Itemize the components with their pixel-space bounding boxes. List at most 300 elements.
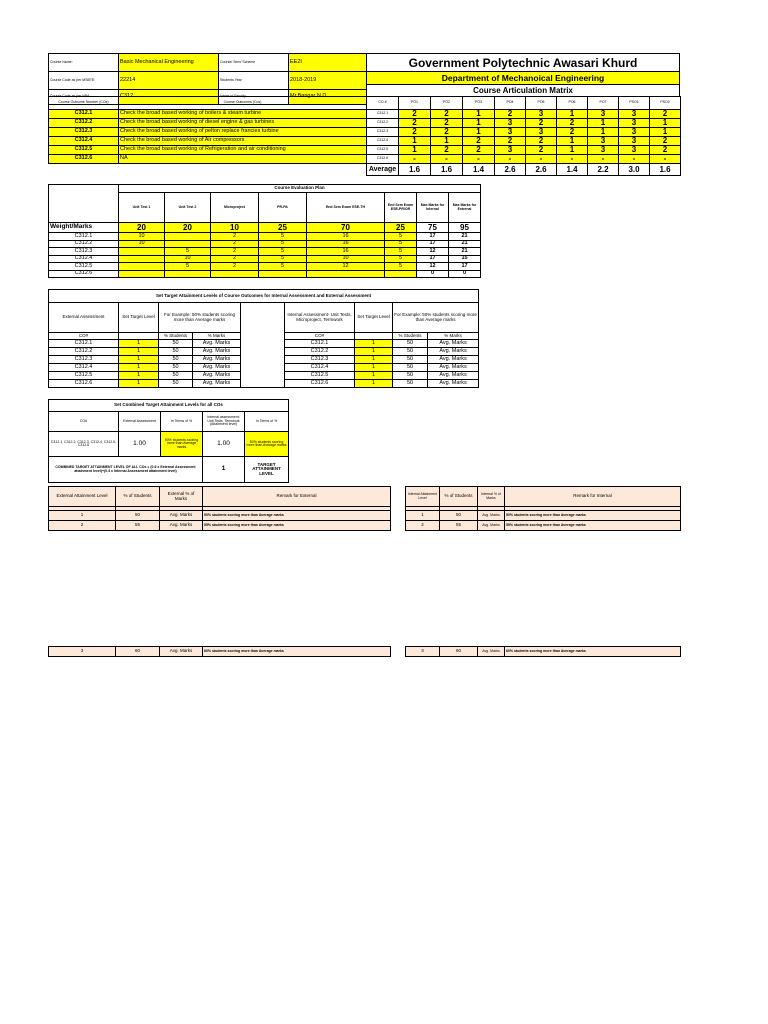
target-row bbox=[49, 348, 479, 356]
target-co: C312.4 bbox=[49, 364, 119, 372]
evaluation-value bbox=[119, 248, 165, 256]
level-value: 1 bbox=[406, 511, 440, 521]
evaluation-value: 5 bbox=[259, 248, 307, 256]
target-level: 1 bbox=[119, 348, 159, 356]
po-value: - bbox=[557, 155, 588, 164]
evaluation-value: 5 bbox=[259, 240, 307, 248]
target-spacer bbox=[241, 356, 285, 364]
weight-label: Weight/Marks bbox=[49, 223, 119, 233]
target-co: C312.3 bbox=[285, 356, 355, 364]
weight-value: 25 bbox=[259, 223, 307, 233]
po-value: 2 bbox=[399, 128, 431, 137]
level-value: 1 bbox=[49, 511, 116, 521]
combined-ext-text: 50% students scoring more than Average marks bbox=[161, 432, 203, 457]
ext-students-value: 60 bbox=[116, 647, 160, 657]
po-value: 1 bbox=[463, 119, 495, 128]
matrix-row bbox=[49, 137, 681, 146]
weight-value: 20 bbox=[119, 223, 165, 233]
evaluation-value: 5 bbox=[259, 233, 307, 241]
combined-ext-header: External Assessment bbox=[119, 412, 161, 432]
ext-students-header: % of Students bbox=[116, 487, 160, 507]
evaluation-value: 21 bbox=[449, 233, 481, 241]
marks-header: % Marks bbox=[193, 333, 241, 340]
evaluation-value: 17 bbox=[417, 240, 449, 248]
int-students-header: % of Students bbox=[440, 487, 478, 507]
co-header: CO# bbox=[285, 333, 355, 340]
target-students: 50 bbox=[393, 356, 428, 364]
target-level: 1 bbox=[355, 372, 393, 380]
po-value: 3 bbox=[619, 128, 650, 137]
target-co: C312.2 bbox=[49, 348, 119, 356]
combined-terms-header: In Terms of % bbox=[161, 412, 203, 432]
target-students: 50 bbox=[393, 340, 428, 348]
ext-level-header: External Attainment Level bbox=[49, 487, 116, 507]
po-value: 2 bbox=[463, 137, 495, 146]
level-row bbox=[49, 511, 391, 521]
po-value: 3 bbox=[526, 110, 557, 119]
evaluation-title: Course Evaluation Plan bbox=[119, 185, 481, 193]
evaluation-co: C312.1 bbox=[49, 233, 119, 241]
evaluation-value: 16 bbox=[307, 248, 385, 256]
int-students-value: 60 bbox=[440, 647, 478, 657]
co-number: C312.1 bbox=[49, 110, 119, 119]
po-value: 3 bbox=[588, 146, 619, 155]
target-levels bbox=[48, 289, 479, 388]
po-value: 3 bbox=[619, 119, 650, 128]
int-level-header: Internal Attainment Level bbox=[406, 487, 440, 507]
evaluation-header: Max Marks for External bbox=[449, 193, 481, 223]
evaluation-value: 2 bbox=[211, 248, 259, 256]
combined-int-text: 50% students scoring more than Average marks bbox=[245, 432, 289, 457]
target-co: C312.3 bbox=[49, 356, 119, 364]
average-value: 1.4 bbox=[463, 164, 495, 176]
co-description: NA bbox=[119, 155, 367, 164]
evaluation-value bbox=[307, 270, 385, 278]
co-number: C312.2 bbox=[49, 119, 119, 128]
po-value: 1 bbox=[557, 110, 588, 119]
combined-target bbox=[48, 399, 289, 483]
evaluation-value: 5 bbox=[385, 233, 417, 241]
evaluation-value: 12 bbox=[417, 263, 449, 271]
target-students: 50 bbox=[159, 364, 193, 372]
po-value: 1 bbox=[399, 137, 431, 146]
evaluation-header: End Sem Exam ESE-PR/OR bbox=[385, 193, 417, 223]
combined-result-label: TARGET ATTAINMENT LEVEL bbox=[245, 457, 289, 483]
external-level-row-3 bbox=[48, 646, 391, 657]
evaluation-value bbox=[119, 270, 165, 278]
po-value: 1 bbox=[588, 128, 619, 137]
evaluation-co: C312.4 bbox=[49, 255, 119, 263]
col-co-number: Course Outcome Number (COs) bbox=[49, 97, 119, 110]
remark-value: 55% students scoring more than Average marks bbox=[505, 521, 681, 531]
po-value: 1 bbox=[463, 128, 495, 137]
evaluation-value: 2 bbox=[211, 263, 259, 271]
evaluation-row bbox=[49, 240, 481, 248]
evaluation-value: 5 bbox=[259, 255, 307, 263]
col-outcomes: Course Outcomes (Cos) bbox=[119, 97, 367, 110]
evaluation-co: C312.5 bbox=[49, 263, 119, 271]
marks-value: Avg. Marks bbox=[478, 521, 505, 531]
target-co: C312.5 bbox=[49, 372, 119, 380]
po-value: - bbox=[650, 155, 681, 164]
po-value: 2 bbox=[495, 137, 526, 146]
students-header: % Students bbox=[159, 333, 193, 340]
example-header: For Example: 50% students scoring more than Average marks bbox=[393, 303, 479, 333]
co-number: C312.5 bbox=[49, 146, 119, 155]
evaluation-row bbox=[49, 248, 481, 256]
po-value: 2 bbox=[650, 146, 681, 155]
matrix-title: Course Articulation Matrix bbox=[367, 85, 680, 97]
set-target-header: Set Target Level bbox=[119, 303, 159, 333]
combined-ext-value: 1.00 bbox=[119, 432, 161, 457]
po-value: 3 bbox=[495, 119, 526, 128]
marks-value: Avg. Marks bbox=[160, 511, 203, 521]
col-header: PSO1 bbox=[619, 97, 650, 110]
evaluation-value: 17 bbox=[449, 263, 481, 271]
faculty-value: Mr.Bangar N.D. bbox=[289, 90, 367, 105]
target-level: 1 bbox=[119, 372, 159, 380]
institute-header bbox=[366, 53, 680, 97]
matrix-row bbox=[49, 128, 681, 137]
po-value: 2 bbox=[463, 146, 495, 155]
average-row bbox=[49, 164, 681, 176]
course-sem-value: EE2I bbox=[289, 54, 367, 72]
average-value: 2.6 bbox=[526, 164, 557, 176]
ext-marks-value: Avg. Marks bbox=[160, 647, 203, 657]
target-co: C312.1 bbox=[285, 340, 355, 348]
evaluation-value: 5 bbox=[385, 240, 417, 248]
evaluation-header: Max Marks for Internal bbox=[417, 193, 449, 223]
combined-terms-header: In Terms of % bbox=[245, 412, 289, 432]
target-level: 1 bbox=[355, 348, 393, 356]
evaluation-header: Microproject bbox=[211, 193, 259, 223]
co-description: Check the broad based working of Refrigeration and air conditioning bbox=[119, 146, 367, 155]
target-row bbox=[49, 372, 479, 380]
col-header: PO6 bbox=[557, 97, 588, 110]
po-value: 1 bbox=[431, 137, 463, 146]
students-value: 50 bbox=[116, 511, 160, 521]
evaluation-value bbox=[165, 233, 211, 241]
po-value: 1 bbox=[650, 128, 681, 137]
weight-value: 25 bbox=[385, 223, 417, 233]
students-value: 55 bbox=[440, 521, 478, 531]
level-value: 2 bbox=[406, 521, 440, 531]
evaluation-value: 12 bbox=[417, 248, 449, 256]
evaluation-value: 5 bbox=[259, 263, 307, 271]
label-students-year: Students Year bbox=[219, 72, 289, 90]
weight-value: 75 bbox=[417, 223, 449, 233]
target-spacer bbox=[241, 348, 285, 356]
col-header: PO4 bbox=[495, 97, 526, 110]
average-value: 1.4 bbox=[557, 164, 588, 176]
col-header: PO2 bbox=[431, 97, 463, 110]
target-level: 1 bbox=[355, 340, 393, 348]
evaluation-header: Unit Test 1 bbox=[119, 193, 165, 223]
po-value: 2 bbox=[557, 119, 588, 128]
external-levels bbox=[48, 486, 391, 531]
col-header: CO # bbox=[367, 97, 399, 110]
target-row bbox=[49, 380, 479, 388]
label-course-code-nba: Course Code as per NBA: bbox=[49, 90, 119, 105]
po-value: 1 bbox=[588, 119, 619, 128]
ext-remark-header: Remark for External bbox=[203, 487, 391, 507]
internal-level-row-3 bbox=[405, 646, 681, 657]
po-value: 3 bbox=[526, 128, 557, 137]
target-students: 50 bbox=[393, 380, 428, 388]
evaluation-value bbox=[165, 240, 211, 248]
remark-value: 55% students scoring more than Average marks bbox=[203, 521, 391, 531]
weight-value: 95 bbox=[449, 223, 481, 233]
students-value: 55 bbox=[116, 521, 160, 531]
evaluation-value: 10 bbox=[165, 255, 211, 263]
evaluation-value: 2 bbox=[211, 255, 259, 263]
po-value: 3 bbox=[588, 110, 619, 119]
po-value: 3 bbox=[619, 137, 650, 146]
po-value: 1 bbox=[463, 110, 495, 119]
po-value: 2 bbox=[431, 110, 463, 119]
evaluation-value: 5 bbox=[165, 263, 211, 271]
average-value: 1.6 bbox=[431, 164, 463, 176]
target-marks: Avg. Marks bbox=[428, 340, 479, 348]
target-level: 1 bbox=[119, 340, 159, 348]
evaluation-value: 0 bbox=[449, 270, 481, 278]
target-students: 50 bbox=[159, 340, 193, 348]
evaluation-row bbox=[49, 233, 481, 241]
target-row bbox=[49, 364, 479, 372]
target-spacer bbox=[241, 364, 285, 372]
evaluation-value: 5 bbox=[385, 248, 417, 256]
co-number: C312.4 bbox=[49, 137, 119, 146]
ext-marks-header: External % of Marks bbox=[160, 487, 203, 507]
average-value: 2.2 bbox=[588, 164, 619, 176]
target-level: 1 bbox=[119, 364, 159, 372]
combined-result: 1 bbox=[203, 457, 245, 483]
target-students: 50 bbox=[159, 372, 193, 380]
target-row bbox=[49, 356, 479, 364]
articulation-matrix bbox=[48, 96, 681, 176]
weight-value: 70 bbox=[307, 223, 385, 233]
co-description: Check the broad based working of boilers & steam turbine bbox=[119, 110, 367, 119]
target-co: C312.2 bbox=[285, 348, 355, 356]
evaluation-value: 17 bbox=[417, 233, 449, 241]
average-value: 1.6 bbox=[650, 164, 681, 176]
target-spacer bbox=[241, 340, 285, 348]
evaluation-header: Unit Test 2 bbox=[165, 193, 211, 223]
target-students: 50 bbox=[159, 356, 193, 364]
average-spacer bbox=[49, 164, 367, 176]
matrix-row bbox=[49, 110, 681, 119]
target-students: 50 bbox=[393, 364, 428, 372]
co-code: C312.3 bbox=[367, 128, 399, 137]
remark-value: 50% students scoring more than Average marks bbox=[505, 511, 681, 521]
evaluation-value: 10 bbox=[119, 240, 165, 248]
institute-name: Government Polytechnic Awasari Khurd bbox=[367, 54, 680, 72]
level-row bbox=[49, 521, 391, 531]
po-value: 3 bbox=[619, 110, 650, 119]
evaluation-value bbox=[385, 270, 417, 278]
po-value: - bbox=[526, 155, 557, 164]
po-value: - bbox=[588, 155, 619, 164]
int-marks-header: Internal % of Marks bbox=[478, 487, 505, 507]
weight-value: 10 bbox=[211, 223, 259, 233]
evaluation-value: 2 bbox=[211, 233, 259, 241]
target-marks: Avg. Marks bbox=[193, 380, 241, 388]
evaluation-value: 16 bbox=[307, 240, 385, 248]
external-assessment-header: External Assessment bbox=[49, 303, 119, 333]
po-value: 2 bbox=[399, 110, 431, 119]
po-value: 2 bbox=[495, 110, 526, 119]
marks-header: % Marks bbox=[428, 333, 479, 340]
po-value: - bbox=[463, 155, 495, 164]
evaluation-value: 15 bbox=[449, 255, 481, 263]
target-marks: Avg. Marks bbox=[193, 372, 241, 380]
matrix-row bbox=[49, 146, 681, 155]
col-header: PO7 bbox=[588, 97, 619, 110]
evaluation-value: 5 bbox=[385, 263, 417, 271]
target-spacer bbox=[241, 372, 285, 380]
marks-value: Avg. Marks bbox=[160, 521, 203, 531]
combined-formula: COMBINED TARGET ATTAINMENT LEVEL OF ALL COs = (0.6 x External Assessment attainment level)+(0.4 x Internal Assessment attainment level) bbox=[49, 457, 203, 483]
internal-assessment-header: Internal Assessment- Unit Tests, Microproject, Termwork bbox=[285, 303, 355, 333]
po-value: 1 bbox=[399, 146, 431, 155]
set-target-header: Set Target Level bbox=[355, 303, 393, 333]
weight-row bbox=[49, 223, 481, 233]
evaluation-value: 17 bbox=[417, 255, 449, 263]
evaluation-value bbox=[259, 270, 307, 278]
evaluation-value: 10 bbox=[307, 255, 385, 263]
label-course-sem: Course/ Sem/ Scheme bbox=[219, 54, 289, 72]
evaluation-value: 16 bbox=[307, 233, 385, 241]
combined-title: Set Combined Target Attainment Levels for all COs bbox=[49, 400, 289, 412]
evaluation-value bbox=[165, 270, 211, 278]
col-header: PO3 bbox=[463, 97, 495, 110]
combined-int-header: Internal assessment: Unit Tests, Termwork (Attainment level) bbox=[203, 412, 245, 432]
target-co: C312.1 bbox=[49, 340, 119, 348]
co-description: Check the broad based working of pelton replace francies turbine bbox=[119, 128, 367, 137]
target-marks: Avg. Marks bbox=[193, 364, 241, 372]
co-code: C312.2 bbox=[367, 119, 399, 128]
po-value: 2 bbox=[650, 137, 681, 146]
label-course-code-msbte: Course Code as per MSBTE: bbox=[49, 72, 119, 90]
co-number: C312.3 bbox=[49, 128, 119, 137]
department-name: Department of Mechanoical Engineering bbox=[367, 72, 680, 85]
students-value: 50 bbox=[440, 511, 478, 521]
evaluation-row bbox=[49, 255, 481, 263]
po-value: - bbox=[431, 155, 463, 164]
students-header: % Students bbox=[393, 333, 428, 340]
co-code: C312.4 bbox=[367, 137, 399, 146]
co-number: C312.6 bbox=[49, 155, 119, 164]
internal-levels bbox=[405, 486, 681, 531]
course-code-msbte-value: 22214 bbox=[119, 72, 219, 90]
po-value: 1 bbox=[557, 137, 588, 146]
evaluation-row bbox=[49, 270, 481, 278]
int-level-value: 3 bbox=[406, 647, 440, 657]
po-value: 2 bbox=[650, 110, 681, 119]
target-marks: Avg. Marks bbox=[428, 364, 479, 372]
po-value: 2 bbox=[431, 146, 463, 155]
target-marks: Avg. Marks bbox=[193, 356, 241, 364]
evaluation-value bbox=[119, 255, 165, 263]
target-marks: Avg. Marks bbox=[193, 340, 241, 348]
target-students: 50 bbox=[393, 372, 428, 380]
int-marks-value: Avg. Marks bbox=[478, 647, 505, 657]
po-value: 2 bbox=[399, 119, 431, 128]
evaluation-value: 5 bbox=[385, 255, 417, 263]
evaluation-co: C312.2 bbox=[49, 240, 119, 248]
po-value: 2 bbox=[431, 128, 463, 137]
target-marks: Avg. Marks bbox=[428, 356, 479, 364]
int-remark-header: Remark for Internal bbox=[505, 487, 681, 507]
co-header: CO# bbox=[49, 333, 119, 340]
label-faculty: Name of Faculty bbox=[219, 90, 289, 105]
po-value: - bbox=[619, 155, 650, 164]
target-row bbox=[49, 340, 479, 348]
evaluation-co: C312.6 bbox=[49, 270, 119, 278]
evaluation-header: End Sem Exam ESE-TH bbox=[307, 193, 385, 223]
evaluation-header: PR-PA bbox=[259, 193, 307, 223]
average-value: 1.6 bbox=[399, 164, 431, 176]
combined-int-value: 1.00 bbox=[203, 432, 245, 457]
po-value: 1 bbox=[557, 146, 588, 155]
col-header: PSO2 bbox=[650, 97, 681, 110]
evaluation-co: C312.3 bbox=[49, 248, 119, 256]
int-remark-value: 60% students scoring more than Average marks bbox=[505, 647, 681, 657]
po-value: 1 bbox=[650, 119, 681, 128]
po-value: 2 bbox=[526, 137, 557, 146]
target-students: 50 bbox=[393, 348, 428, 356]
evaluation-value: 5 bbox=[165, 248, 211, 256]
evaluation-value: 0 bbox=[417, 270, 449, 278]
target-co: C312.5 bbox=[285, 372, 355, 380]
po-value: 3 bbox=[619, 146, 650, 155]
evaluation-value: 10 bbox=[119, 233, 165, 241]
po-value: 2 bbox=[526, 119, 557, 128]
target-marks: Avg. Marks bbox=[428, 348, 479, 356]
target-students: 50 bbox=[159, 380, 193, 388]
level-value: 2 bbox=[49, 521, 116, 531]
target-marks: Avg. Marks bbox=[428, 380, 479, 388]
target-co: C312.6 bbox=[285, 380, 355, 388]
matrix-row bbox=[49, 155, 681, 164]
evaluation-value bbox=[119, 263, 165, 271]
col-header: PO1 bbox=[399, 97, 431, 110]
ext-level-value: 3 bbox=[49, 647, 116, 657]
po-value: 2 bbox=[431, 119, 463, 128]
target-spacer bbox=[241, 380, 285, 388]
combined-co-header: CO# bbox=[49, 412, 119, 432]
matrix-row bbox=[49, 119, 681, 128]
evaluation-value: 21 bbox=[449, 248, 481, 256]
level-row bbox=[406, 511, 681, 521]
col-header: PO5 bbox=[526, 97, 557, 110]
co-description: Check the broad based working of Air compressors bbox=[119, 137, 367, 146]
target-marks: Avg. Marks bbox=[193, 348, 241, 356]
target-marks: Avg. Marks bbox=[428, 372, 479, 380]
students-year-value: 2018-2019 bbox=[289, 72, 367, 90]
co-description: Check the broad based working of diesel engine & gas turbines bbox=[119, 119, 367, 128]
target-students: 50 bbox=[159, 348, 193, 356]
combined-co-list: C312.1, C312.2, C312.3, C312.4, C312.5, C312.6 bbox=[49, 432, 119, 457]
average-value: 3.0 bbox=[619, 164, 650, 176]
co-code: C312.6 bbox=[367, 155, 399, 164]
course-code-nba-value: C312 bbox=[119, 90, 219, 105]
evaluation-value: 2 bbox=[211, 240, 259, 248]
weight-value: 20 bbox=[165, 223, 211, 233]
average-value: 2.6 bbox=[495, 164, 526, 176]
target-title: Set Target Attainment Levels of Course Outcomes for Internal Assessment and External Assessment bbox=[49, 290, 479, 303]
marks-value: Avg. Marks bbox=[478, 511, 505, 521]
